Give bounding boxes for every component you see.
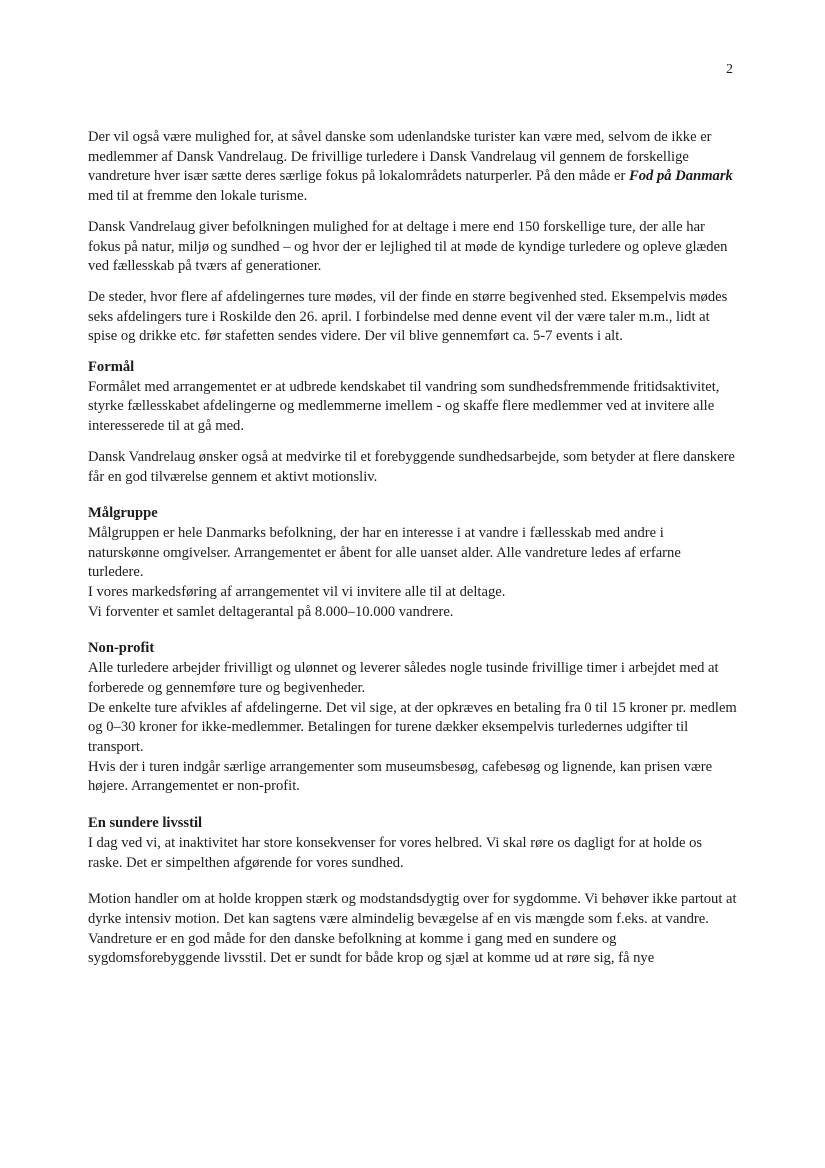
livsstil-line: Motion handler om at holde kroppen stærk og modstandsdygtig over for sygdomme. Vi behøver ikke partout at dyrke intensiv motion. Det kan sagtens være almindelig bevægelse af en vis mængde som f.eks. at vandre. — [88, 891, 737, 927]
livsstil-line: Vandreture er en god måde for den danske befolkning at komme i gang med en sundere og sygdomsforebyggende livsstil. Det er sundt for både krop og sjæl at komme ud at røre sig, få nye — [88, 930, 655, 967]
livsstil-text: I dag ved vi, at inaktivitet har store konsekvenser for vores helbred. Vi skal røre os dagligt for at holde os raske. Det er simpelthen afgørende for vores sundhed. — [88, 834, 703, 871]
page-number: 2 — [726, 62, 733, 77]
section-heading-malgruppe: Målgruppe — [88, 505, 158, 522]
document-body — [88, 128, 738, 969]
section-livsstil — [88, 814, 738, 873]
section-formal — [88, 358, 738, 437]
paragraph-tours: Dansk Vandrelaug giver befolkningen mulighed for at deltage i mere end 150 forskellige ture, der alle har fokus på natur, miljø og sundhed – og hvor der er lejlighed til at møde de kyndige turledere og opleve glæden ved fællesskab på tværs af generationer. — [88, 218, 728, 275]
section-text-formal: Formålet med arrangementet er at udbrede kendskabet til vandring som sundhedsfremmende fritidsaktivitet, styrke fællesskabet afdelingerne og medlemmerne imellem - og skaffe flere medlemmer ved at invitere alle interesserede til at gå med. — [88, 378, 720, 435]
section-malgruppe — [88, 504, 738, 622]
intro-text-after: med til at fremme den lokale turisme. — [88, 188, 308, 205]
nonprofit-line: Alle turledere arbejder frivilligt og ulønnet og leverer således nogle tusinde frivillige timer i arbejdet med at forberede og gennemføre ture og begivenheder. — [88, 660, 719, 696]
nonprofit-line: De enkelte ture afvikles af afdelingerne. Det vil sige, at der opkræves en betaling fra 0 til 15 kroner pr. medlem og 0–30 kroner for ikke-medlemmer. Betalingen for turene dækker eksempelvis turledernes udgifter til transport. — [88, 699, 737, 755]
intro-text-before: Der vil også være mulighed for, at såvel danske som udenlandske turister kan være med, selvom de ikke er medlemmer af Dansk Vandrelaug. De frivillige turledere i Dansk Vandrelaug vil gennem de forskellige vandreture hver især sætte deres særlige fokus på lokalområdets naturperler. På den måde er — [88, 129, 712, 185]
malgruppe-line: Målgruppen er hele Danmarks befolkning, der har en interesse i at vandre i fællesskab med andre i naturskønne omgivelser. Arrangementet er åbent for alle uanset alder. Alle vandreture ledes af erfarne turledere. — [88, 524, 681, 581]
section-livsstil-continued — [88, 890, 738, 969]
paragraph-events: De steder, hvor flere af afdelingernes ture mødes, vil der finde en større begivenhed sted. Eksempelvis mødes seks afdelingers ture i Roskilde den 26. april. I forbindelse med denne event vil der være taler m.m., lidt at spise og drikke etc. før stafetten sendes videre. Der vil blive gennemført ca. 5-7 events i alt. — [88, 288, 728, 345]
campaign-name: Fod på Danmark — [629, 168, 733, 185]
nonprofit-line: Hvis der i turen indgår særlige arrangementer som museumsbesøg, cafebesøg og lignende, kan prisen være højere. Arrangementet er non-profit. — [88, 758, 713, 795]
malgruppe-line: Vi forventer et samlet deltagerantal på 8.000–10.000 vandrere. — [88, 603, 454, 620]
malgruppe-line: I vores markedsføring af arrangementet vil vi invitere alle til at deltage. — [88, 584, 506, 601]
section-heading-nonprofit: Non-profit — [88, 640, 155, 657]
section-heading-livsstil: En sundere livsstil — [88, 815, 203, 832]
paragraph-intro — [88, 128, 738, 207]
paragraph-health-work: Dansk Vandrelaug ønsker også at medvirke til et forebyggende sundhedsarbejde, som betyder at flere danskere får en god tilværelse gennem et aktivt motionsliv. — [88, 448, 735, 485]
section-nonprofit — [88, 639, 738, 797]
section-heading-formal: Formål — [88, 359, 135, 376]
